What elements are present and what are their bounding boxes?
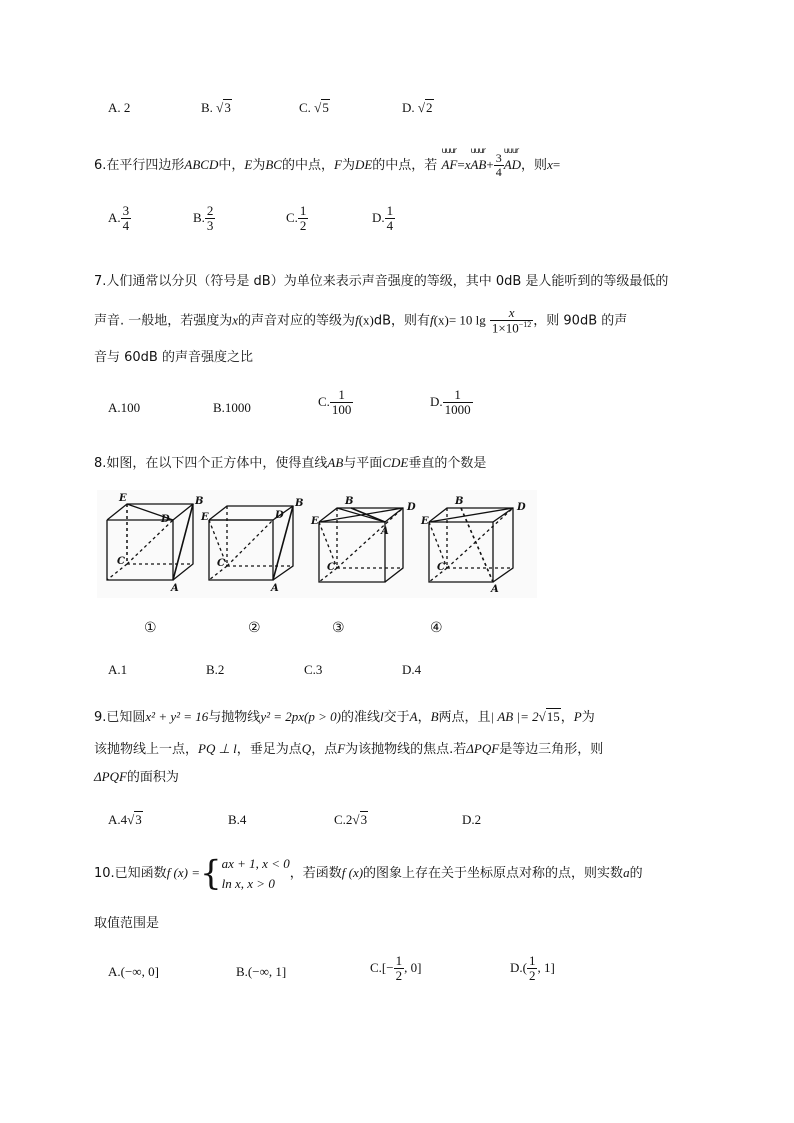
numerator: 1 <box>386 203 394 218</box>
math: | AB |= 2 <box>490 709 539 724</box>
denominator: 2 <box>395 968 403 984</box>
sqrt: √2 <box>417 100 433 115</box>
option-letter: D. <box>430 393 443 409</box>
label-a: A <box>271 583 279 594</box>
q9-option-b <box>228 812 246 828</box>
option-value: (−∞, 1] <box>247 964 287 979</box>
option-letter: B. <box>201 100 213 115</box>
label-a: A <box>381 526 389 537</box>
math: f (x) <box>341 865 364 880</box>
fraction <box>527 954 538 984</box>
q8-option-d <box>402 662 421 678</box>
q5-option-b <box>201 100 232 116</box>
q5-option-d <box>402 100 434 116</box>
option-letter: C. <box>318 393 330 409</box>
numerator: 1 <box>395 953 403 968</box>
denominator: 1000 <box>444 402 471 418</box>
text: 为 <box>341 158 355 174</box>
sqrt: √3 <box>127 812 142 827</box>
sqrt: √3 <box>352 812 368 827</box>
option-value: 2 <box>474 812 482 827</box>
label-b: B <box>195 496 204 507</box>
q9-line-3 <box>94 766 179 785</box>
label-d: D <box>275 510 284 521</box>
denominator: 3 <box>206 218 214 234</box>
label-c: C <box>117 556 125 567</box>
math: F <box>337 741 346 756</box>
option-value: 100 <box>120 400 141 415</box>
q7-line-1: 7.人们通常以分贝（符号是 dB）为单位来表示声音强度的等级，其中 0dB 是人能听到的等级最低的 <box>94 274 669 289</box>
sqrt: √15 <box>538 709 560 724</box>
math: P <box>573 709 582 724</box>
numerator: 3 <box>495 151 502 165</box>
option-letter: D. <box>510 959 523 975</box>
coefficient: 2 <box>345 812 353 827</box>
option-letter: A. <box>108 964 121 979</box>
option-letter: B. <box>228 812 240 827</box>
case-1: ax + 1, x < 0 <box>221 856 290 871</box>
math: = <box>457 157 465 173</box>
text: 的中点， <box>281 158 334 174</box>
numerator: 2 <box>206 203 214 218</box>
option-letter: A. <box>108 662 121 677</box>
math: ABCD <box>184 157 219 173</box>
math: = 10 lg <box>448 312 486 328</box>
text: 6.在平行四边形 <box>94 158 185 174</box>
option-letter: A. <box>108 812 121 827</box>
q6-option-d <box>372 204 395 234</box>
text: 9.已知圆 <box>94 710 146 725</box>
math: (x) <box>358 312 374 328</box>
q9-line-2 <box>94 738 603 757</box>
q7-line-3: 音与 60dB 的声音强度之比 <box>94 350 253 365</box>
math: x <box>232 312 239 328</box>
label-d: D <box>161 514 170 525</box>
option-value: 2 <box>217 662 225 677</box>
numerator: 1 <box>528 953 536 968</box>
q7-option-b <box>213 400 251 416</box>
label-b: B <box>345 496 354 507</box>
math: ΔPQF <box>466 741 500 756</box>
radicand: 5 <box>322 100 329 115</box>
label-b: B <box>295 498 304 509</box>
q6-option-a <box>108 204 131 234</box>
math: y² = 2px(p > 0) <box>260 709 341 724</box>
option-value: 1 <box>120 662 128 677</box>
text: 的面积为 <box>126 770 179 785</box>
text: 为 <box>252 158 266 174</box>
radicand: 15 <box>546 709 560 724</box>
text: 垂直的个数是 <box>408 456 487 471</box>
piecewise-cases <box>222 854 290 893</box>
fraction <box>443 388 473 418</box>
text: 的准线 <box>340 710 380 725</box>
label-c: C <box>217 558 225 569</box>
option-letter: D. <box>402 662 415 677</box>
text: ，则 <box>521 158 548 174</box>
q7-option-c <box>318 388 353 418</box>
bracket: , 1] <box>537 959 555 975</box>
coefficient: 4 <box>120 812 128 827</box>
option-value: 1000 <box>224 400 251 415</box>
math: + <box>486 157 494 173</box>
math: A <box>409 709 418 724</box>
text: 声音. 一般地，若强度为 <box>94 313 233 329</box>
q9-option-a <box>108 812 143 828</box>
label-c: C <box>437 562 445 573</box>
text: ，垂足为点 <box>236 742 302 757</box>
text: 该抛物线上一点， <box>94 742 199 757</box>
math: x² + y² = 16 <box>145 709 209 724</box>
sqrt: √5 <box>314 100 329 115</box>
denominator: 100 <box>331 402 352 418</box>
q10-option-b <box>236 964 286 980</box>
label-e: E <box>311 516 319 527</box>
math: x <box>547 157 553 173</box>
math: = <box>552 157 561 173</box>
math: f (x) = <box>166 865 200 880</box>
math: B <box>430 709 439 724</box>
q5-option-c <box>299 100 330 116</box>
label-a: A <box>171 583 179 594</box>
math: (x) <box>433 312 449 328</box>
q6-option-b <box>193 204 215 234</box>
q10-option-d <box>510 954 555 984</box>
text: ， <box>417 710 431 725</box>
bracket: , 0] <box>404 959 422 975</box>
sqrt: √3 <box>216 100 231 115</box>
figure-number-2: ② <box>248 620 261 636</box>
option-letter: D. <box>372 209 385 225</box>
text: 为 <box>581 710 595 725</box>
fraction <box>205 204 216 234</box>
case-2: ln x, x > 0 <box>221 875 275 891</box>
option-letter: B. <box>193 209 205 225</box>
q10-line-1 <box>94 854 643 893</box>
math: DE <box>354 157 373 173</box>
bracket: ( <box>522 959 527 975</box>
option-letter: B. <box>213 400 225 415</box>
vector-label: AF <box>441 157 458 173</box>
math: x <box>464 157 471 173</box>
denominator: 2 <box>528 968 536 984</box>
text: ， <box>560 710 574 725</box>
text: 的声音对应的等级为 <box>238 313 356 329</box>
fraction <box>298 204 309 234</box>
option-letter: C. <box>304 662 316 677</box>
text: dB，则有 <box>373 313 431 329</box>
option-letter: A. <box>108 400 121 415</box>
vector-label: AD <box>503 157 522 173</box>
text: 与平面 <box>343 456 383 471</box>
text: ，点 <box>311 742 338 757</box>
text: 的图象上存在关于坐标原点对称的点，则实数 <box>363 866 624 881</box>
q7-line-2 <box>94 306 627 336</box>
fraction <box>394 954 405 984</box>
q9-option-d <box>462 812 481 828</box>
q8-option-a <box>108 662 127 678</box>
option-value: 3 <box>315 662 323 677</box>
figure-number-1: ① <box>144 620 157 636</box>
math: BC <box>265 157 282 173</box>
label-d: D <box>407 502 416 513</box>
label-a: A <box>491 584 499 595</box>
label-d: D <box>517 502 526 513</box>
option-letter: C. <box>370 959 382 975</box>
denominator: 4 <box>386 218 394 234</box>
text: 两点，且 <box>438 710 491 725</box>
cube-figures <box>97 490 537 598</box>
radicand: 3 <box>135 812 142 827</box>
text: 10.已知函数 <box>94 866 167 881</box>
radicand: 3 <box>360 812 368 827</box>
option-letter: C. <box>286 209 298 225</box>
text: ，若函数 <box>289 866 342 881</box>
text: 中， <box>218 158 245 174</box>
brace: { <box>200 853 222 894</box>
vector-arrow: uuur <box>470 146 485 156</box>
fraction <box>330 388 354 418</box>
numerator: 1 <box>299 203 307 218</box>
fraction <box>121 204 132 234</box>
numerator: 3 <box>122 203 130 218</box>
option-letter: C. <box>334 812 346 827</box>
vector-arrow: uuur <box>441 146 456 156</box>
math: AB <box>327 455 344 470</box>
denominator <box>490 321 533 336</box>
figure-number-3: ③ <box>332 620 345 636</box>
radicand: 2 <box>426 100 433 115</box>
numerator: 1 <box>330 388 354 403</box>
math: l <box>379 709 384 724</box>
fraction <box>385 204 396 234</box>
bracket: [− <box>381 959 394 975</box>
label-b: B <box>455 496 464 507</box>
denominator: 2 <box>299 218 307 234</box>
q8-option-c <box>304 662 322 678</box>
radicand: 3 <box>224 100 231 115</box>
denominator: 4 <box>122 218 130 234</box>
label-c: C <box>327 562 335 573</box>
option-value: 4 <box>239 812 247 827</box>
math: ΔPQF <box>94 769 127 784</box>
q8-stem <box>94 452 486 471</box>
option-letter: D. <box>462 812 475 827</box>
label-e: E <box>119 493 127 504</box>
text: 与抛物线 <box>208 710 261 725</box>
text: 的中点，若 <box>372 158 438 174</box>
figure-number-4: ④ <box>430 620 443 636</box>
q10-line-2: 取值范围是 <box>94 916 160 931</box>
text: 是等边三角形，则 <box>499 742 604 757</box>
q7-option-a <box>108 400 140 416</box>
math: PQ ⊥ l <box>198 741 237 756</box>
label-e: E <box>201 512 209 523</box>
text: 1×10 <box>491 320 519 336</box>
label-e: E <box>421 516 429 527</box>
math: f <box>430 312 434 328</box>
option-value: 2 <box>123 100 131 115</box>
text: ，则 90dB 的声 <box>533 313 628 329</box>
q10-option-a <box>108 964 159 980</box>
q6-option-c <box>286 204 308 234</box>
exponent: −12 <box>518 320 532 330</box>
q9-line-1 <box>94 706 595 725</box>
q9-option-c <box>334 812 368 828</box>
text: 交于 <box>383 710 410 725</box>
q7-option-d <box>430 388 473 418</box>
vector-ad <box>503 146 522 173</box>
math: CDE <box>382 455 409 470</box>
option-letter: B. <box>236 964 248 979</box>
vector-af <box>441 146 458 173</box>
text: 的 <box>629 866 643 881</box>
denominator: 4 <box>495 165 502 180</box>
fraction <box>490 306 533 336</box>
math: f <box>355 312 359 328</box>
option-letter: B. <box>206 662 218 677</box>
text: 8.如图，在以下四个正方体中，使得直线 <box>94 456 328 471</box>
text: 为该抛物线的焦点.若 <box>345 742 467 757</box>
option-value: 4 <box>414 662 422 677</box>
vector-arrow: uuur <box>503 146 519 156</box>
option-letter: A. <box>108 209 121 225</box>
math: E <box>244 157 253 173</box>
vector-ab <box>470 146 487 173</box>
numerator: x <box>490 306 533 321</box>
math: Q <box>301 741 312 756</box>
fraction <box>494 152 504 179</box>
q5-option-a <box>108 100 130 116</box>
option-letter: D. <box>402 100 415 115</box>
option-letter: A. <box>108 100 121 115</box>
vector-label: AB <box>470 157 487 173</box>
option-letter: C. <box>299 100 311 115</box>
q10-option-c <box>370 954 421 984</box>
q6-stem <box>94 146 561 180</box>
math: a <box>623 865 630 880</box>
numerator: 1 <box>443 388 473 403</box>
option-value: (−∞, 0] <box>120 964 159 979</box>
q8-option-b <box>206 662 224 678</box>
math: F <box>333 157 342 173</box>
